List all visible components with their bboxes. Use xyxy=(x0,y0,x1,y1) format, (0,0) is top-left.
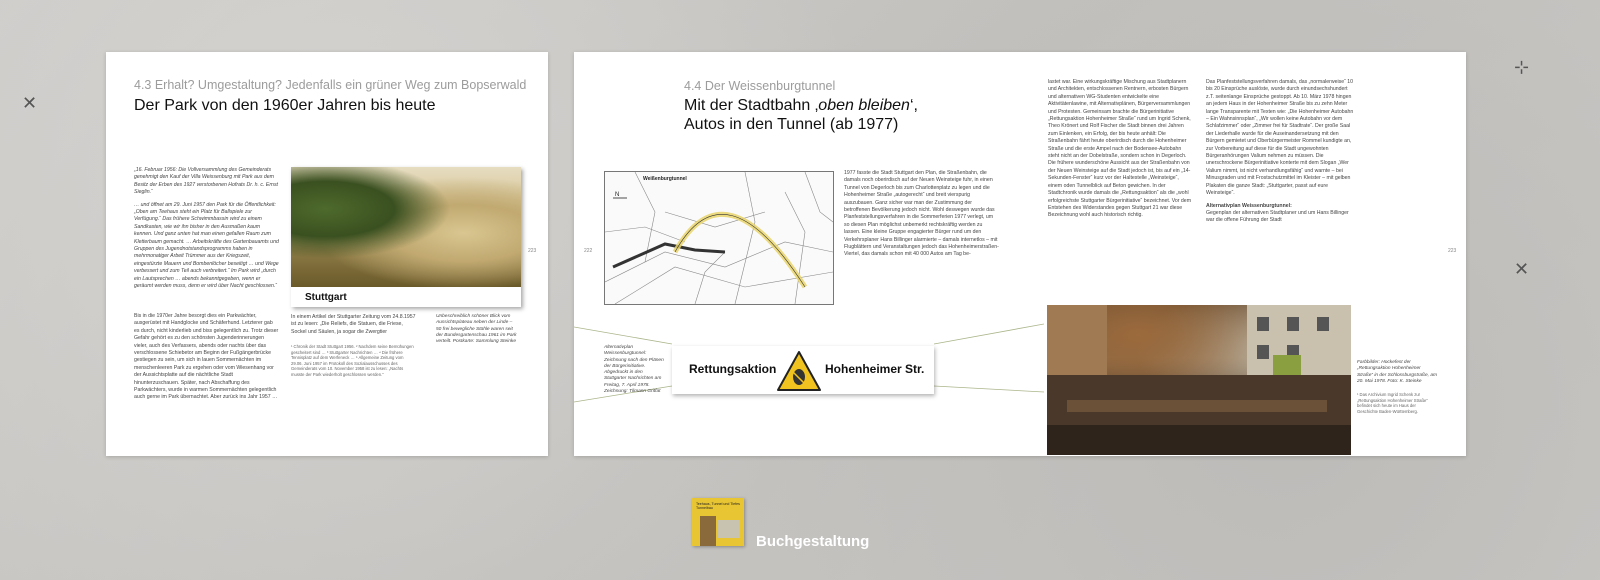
section-title xyxy=(684,96,918,134)
title-part: Mit der Stadtbahn ‚ xyxy=(684,97,819,114)
title-italic-part: oben bleiben xyxy=(818,97,910,114)
paragraph: „16. Februar 1956: Die Vollversammlung des Gemeinderats genehmigt den Kauf der Villa Weissenburg mit Park aus dem Besitz der Erben des 1927 verstorbenen Hofrats Dr. h. c. Ernst Sieglin.“ xyxy=(134,167,278,196)
paragraph: In einem Artikel der Stuttgarter Zeitung vom 24.8.1957 ist zu lesen: „Die Reliefs, die Statuen, die Friese, Sockel und Säulen, ja sogar die Zwergtier xyxy=(291,314,416,335)
mid-column xyxy=(291,314,416,341)
plan-caption: Alternativplan Weissenburgtunnel: Zeichnung nach den Plänen der Bürgerinitiative. Abgedruckt in den Stuttgarter Nachrichten am Freitag, 7. April 1978. Zeichnung: Tilmann Gritfat xyxy=(604,345,664,395)
paragraph: Gegenplan der alternativen Stadtplaner und um Hans Billinger war die offene Führung der Stadt xyxy=(1206,209,1349,224)
page-number: 223 xyxy=(1448,248,1457,254)
text-column-1 xyxy=(844,170,999,264)
paragraph: lastet war. Eine wirkungskräftige Mischung aus Stadtplanern und Architekten, entschlossenen Rentnern, erbosten Bürgern und alternativen WG-Studenten entwickelte eine Aktivitätenlawine, mit Alternativplänen, Bürgerversammlungen und Protesten. Gemeinsam brachte die Bürgerinitiative „Rettungsaktion Hohenheimer Straße“ rund um Ingrid Schenk, Theo Krönert und Rolf Fischer die Stadt binnen drei Jahren zum Einlenken, ein Erfolg, der bis heute anhält: Die Straßenbahn fährt heute oberirdisch durch die Hohenheimer Straße und die erste Ampel nach der Bodensee-Autobahn steht nicht an der Dobelstraße, sondern schon in Degerloch. Die frühere wunderschöne Aussicht aus der Straßenbahn von der Neuen Weinsteige auf die Stadt jedoch ist, bis auf ein „14-Sekunden-Fenster“ kurz vor der Haltestelle „Weinsteige“, einem oden Tunnelblick auf Beton gewichen. In der Stadtchronik wurde damals die „Rettungsaktion“ als die „wohl erfolgreichste Stuttgarter Bürgerinitiative“ bezeichnet. Vor dem Entstehen des Widerstandes gegen Stuttgart 21 war diese Bezeichnung wohl auch historisch richtig. xyxy=(1048,79,1192,219)
thumbnail-text: Teehaus, Tunnel und Tiefes Tunnelbau xyxy=(696,502,740,511)
paragraph: Bis in die 1970er Jahre besorgt dies ein Parkwächter, ausgerüstet mit Handglocke und Schäferhund. Letzterer gab es durch, nicht kinderlieb und biss gelegentlich zu. Trotz dieser Gefahr gehört es zu den schönsten Jugenderinnerungen vieler, auch des Verfassers, abends oder nachts über das verschlossene Schiebetor am Beginn der Fußgängerbrücke gestiegen zu sein, um sich in lauen Sommernächten im menschenleeren Park zu ergehen oder vom Wiesenhang vor der Aussichtsplatte auf die nächtliche Stadt hinunterzuschauen. Später, nach Abschaffung des Parkwächters, wurde in warmen Sommernächten gelegentlich auch gerne im Park übernachtet. Aber zurück ins Jahr 1957 … xyxy=(134,313,279,401)
paragraph: … und öffnet am 29. Juni 1957 den Park für die Öffentlichkeit: „Oben am Teehaus steht ein Platz für Ballspiele zur Verfügung.“ Das frühere Schwimmbassin wird zu einem Sandkasten, wie wir ihn bisher in den Ausmaßen kaum kennen. Und ganz unten hat man einen gefallen Raum zum Kletterbaum gemacht. … Arbeitskräfte des Gartenbauamts und Gruppen des Jugendnotstandsprogramms haben in mehrmonatiger Arbeit Trümmer aus der Kriegszeit, eingestürzte Mauern und Bombenlöcher beseitigt … und Wege verbessert und zum Teil auch verbreitert.“ Im Park wird „durch ein Lautsprechen … abends bekanntgegeben, wenn er geräumt werden muss, denn er wird über Nacht geschlossen.“ xyxy=(134,201,279,290)
section-subtitle: 4.3 Erhalt? Umgestaltung? Jedenfalls ein grüner Weg zum Bopserwald xyxy=(134,78,527,92)
book-cover-thumbnail xyxy=(692,498,744,546)
warning-triangle-icon xyxy=(776,350,822,392)
park-view-image xyxy=(291,167,521,287)
right-footnote: ¹ Das Archivium Ingrid Schenk zur „Rettungsaktion Hohenheimer Straße“ befindet sich heute im Haus der Geschichte Baden-Württemberg. xyxy=(1357,392,1428,414)
tunnel-map xyxy=(604,171,834,305)
banner-right-text: Hohenheimer Str. xyxy=(825,362,925,376)
section-subtitle: 4.4 Der Weissenburgtunnel xyxy=(684,79,836,93)
paragraph: Das Planfeststellungsverfahren damals, das „normalerweise“ 10 bis 20 Einsprüche auslöste, wurde durch einundsechshundert z.T. seitenlange Einsprüche gestoppt. Ab 10. März 1978 hingen an jedem Haus in der Hohenheimer Straße bis zu zehn Meter lange Transparente mit Texten wie: „Die Hohenheimer Autobahn – Ein Wahnsinnsplan“, „Wir wollen keine Autobahn vor dem Schlafzimmer“ oder „Zimmer frei für Stadtrate“. Der große Saal der Liederhalle wurde für die Auseinandersetzung mit den Bürgern gemietet und Oberbürgermeister Rommel kundigte an, zur Vorbereitung auf diese für die Stadt ungewohnten Bürgeranhörungen Valium nehmen zu müssen. Die unerschrockene Bürgerinitiative konterte mit dem Slogan „Wer Valium nimmt, ist nicht verhandlungsfähig“ und warnte – bei Minusgraden und mit Frostschutzmittel im Kleister – mit gelben Plakaten die ganze Stadt: „Stuttgarter, passt auf eure Weinsteige“. xyxy=(1206,79,1354,197)
registration-mark-icon: ⊹ xyxy=(1514,57,1530,77)
map-drawing xyxy=(605,172,833,304)
page-number: 222 xyxy=(584,248,593,254)
thumbnail-photo xyxy=(718,520,740,538)
banner-left-text: Rettungsaktion xyxy=(689,362,777,376)
photo-label: Stuttgart xyxy=(305,292,347,303)
body-column xyxy=(134,313,279,407)
page-number: 223 xyxy=(528,248,537,254)
crowd-image xyxy=(1047,305,1351,455)
right-book-page xyxy=(574,52,1466,456)
rettungsaktion-banner xyxy=(672,346,934,394)
paragraph: 1977 fasste die Stadt Stuttgart den Plan, die Straßenbahn, die damals noch oberirdisch auf der Neuen Weinsteige fuhr, in einen Tunnel von Degerloch bis zum Charlottenplatz zu legen und die Hohenheimer Straße „autogerecht“ und breit vierspurig auszubauen. Ganz sicher war man der Zustimmung der betroffenen Bevölkerung jedoch nicht. Wohl deswegen wurde das Planfeststellungsverfahren in die Sommerferien 1977 verlegt, um so diesen Plan möglichst unbemerkt rechtskräftig werden zu lassen. Eine kleine Gruppe engagierter Bürger rund um den Verkehrsplaner Hans Billinger alarmierte – damals internetlos – mit Flugblättern und Veranstaltungen jedoch das Hohenheimerstraßen-Viertel, das damals schon mit 40 000 Autos am Tag be- xyxy=(844,170,999,258)
footnotes: ¹ Chronik der Stadt Stuttgart 1956. ² Nachdem seine Bemühungen gescheitert sind … ³ Stuttgarter Nachrichten … ⁴ Die frühere Tennisplatz auf dem Werfeneck … ⁵ Allgemeine Zeitung vom 29.06. Juni 1957 im Protokoll des Sozialausschusses des Gemeinderats vom 10. November 1958 ist zu lesen: „Nachts musste der Park wiederholt geschlossen werden.“ xyxy=(291,344,414,377)
subheading: Alternativplan Weissenburgtunnel: xyxy=(1206,202,1292,209)
thumbnail-figure xyxy=(700,516,716,546)
text-column-3 xyxy=(1206,79,1354,225)
footer-label: Buchgestaltung xyxy=(756,533,870,550)
title-line-2: Autos in den Tunnel (ab 1977) xyxy=(684,116,899,133)
registration-mark-icon: ✕ xyxy=(1514,259,1530,279)
text-column-2 xyxy=(1048,79,1193,225)
photo-caption: Unbeschreiblich schöner Blick vom Aussichtsplateau neben der Linde – 50 frei bewegliche Stühle waren seit der Bundesgartenschau 1961 im Park verteilt. Postkarte: Sammlung Steinke xyxy=(436,314,517,345)
section-title: Der Park von den 1960er Jahren bis heute xyxy=(134,97,436,114)
svg-text:N: N xyxy=(615,192,620,198)
title-part: ‘, xyxy=(909,97,918,114)
festival-caption: Farbbilder: Hockefest der „Rettungsaktion Hohenheimer Straße“ in der Schlossburgstraße, am 20. Mai 1978. Foto: K. Steinke xyxy=(1357,360,1437,384)
street-festival-photo xyxy=(1047,305,1351,455)
registration-mark-icon: ✕ xyxy=(22,93,38,113)
park-photo xyxy=(291,167,521,307)
left-book-page xyxy=(106,52,548,456)
map-title: Weißenburgtunnel xyxy=(643,176,687,182)
quote-column xyxy=(134,167,279,296)
